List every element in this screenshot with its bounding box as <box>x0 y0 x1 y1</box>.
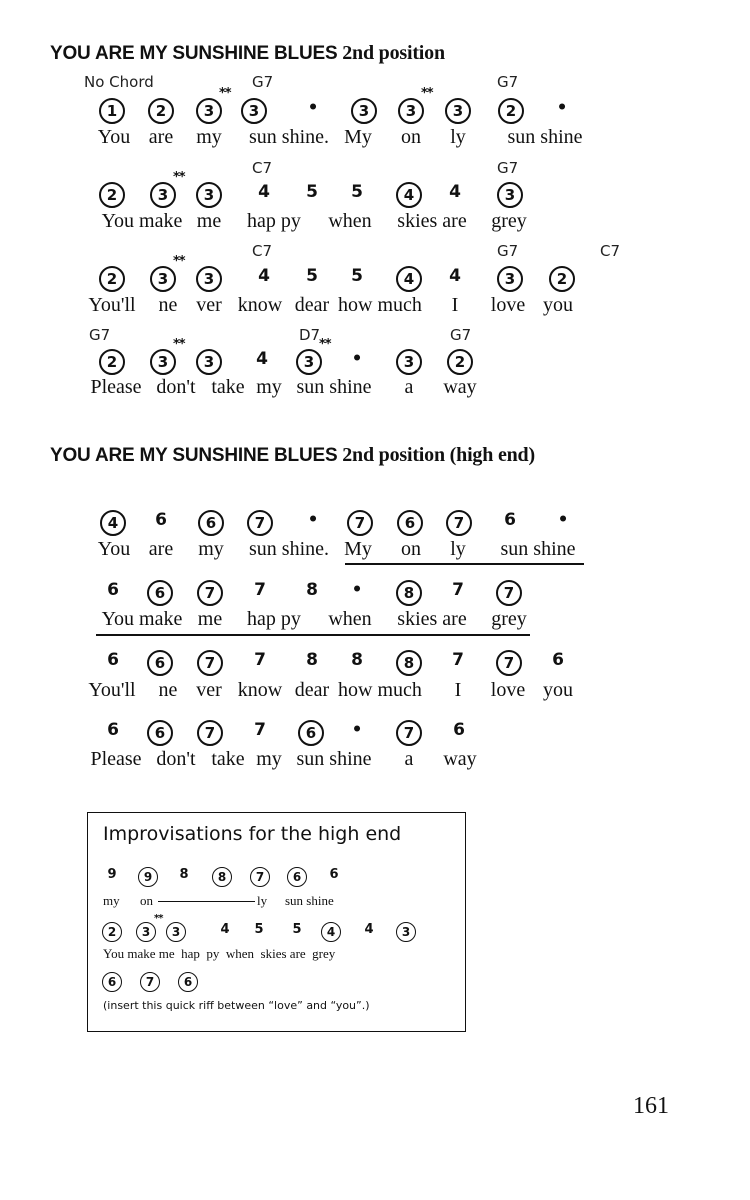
hole-number-blow-circled <box>247 510 273 536</box>
hole-circle: 4 <box>321 922 341 942</box>
hole-circle: 2 <box>99 349 125 375</box>
hole-circle: 3 <box>136 922 156 942</box>
hole-number-blow-circled <box>196 266 222 292</box>
hole-number: 6 <box>107 720 119 740</box>
hole-circle: 4 <box>396 182 422 208</box>
hole-number-blow-circled <box>196 98 222 124</box>
chord-label: C7 <box>252 242 273 260</box>
chord-label: No Chord <box>84 73 154 91</box>
hole-number-blow-circled <box>447 349 473 375</box>
hole-circle: 3 <box>241 98 267 124</box>
hole-number-blow-circled <box>496 650 522 676</box>
lyric-word: on <box>401 126 421 148</box>
hole-number: • <box>351 720 363 740</box>
hole-number: 9 <box>107 867 117 882</box>
hole-number: • <box>351 349 363 369</box>
lyric-word: ly <box>450 126 466 148</box>
hole-circle: 2 <box>99 266 125 292</box>
hole-number-blow-circled <box>298 720 324 746</box>
hole-circle: 7 <box>197 650 223 676</box>
hole-number: 4 <box>449 182 461 202</box>
hole-number-blow-circled <box>197 650 223 676</box>
hole-circle: 6 <box>147 650 173 676</box>
lyric-word: are <box>148 538 174 560</box>
hole-circle: 4 <box>396 266 422 292</box>
hole-number-blow-circled <box>138 867 158 887</box>
chord-label: D7 <box>299 326 321 344</box>
lyric-word: don't <box>156 748 196 770</box>
hole-circle: 4 <box>100 510 126 536</box>
lyric-word: me <box>196 210 222 232</box>
lyric-word: know <box>237 294 283 316</box>
hole-number-blow-circled <box>241 98 267 124</box>
hole-circle: 2 <box>447 349 473 375</box>
hole-circle: 2 <box>549 266 575 292</box>
chord-label: G7 <box>497 73 519 91</box>
lyric-word: You make <box>101 608 183 630</box>
lyric-word: grey <box>491 210 527 232</box>
hole-circle: 6 <box>397 510 423 536</box>
lyric-word: how much <box>338 679 422 701</box>
lyric-word: take <box>211 748 245 770</box>
lyric-word: sun shine <box>296 376 372 398</box>
lyric-word: You <box>97 538 131 560</box>
hole-number-blow-circled <box>150 349 176 375</box>
page-number: 161 <box>633 1093 669 1119</box>
improv-note: (insert this quick riff between “love” and “you”.) <box>103 999 370 1012</box>
lyric-word: You'll <box>88 294 136 316</box>
improv-dash <box>158 901 255 902</box>
hole-number-blow-circled <box>148 98 174 124</box>
hole-number-blow-circled <box>396 266 422 292</box>
hole-number-blow-circled <box>347 510 373 536</box>
hole-circle: 6 <box>147 580 173 606</box>
chord-label: C7 <box>600 242 621 260</box>
lyric-word: you <box>543 679 573 701</box>
hole-number: 8 <box>351 650 363 670</box>
hole-number-blow-circled <box>102 922 122 942</box>
hole-number-blow-circled <box>99 182 125 208</box>
hole-number-blow-circled <box>136 922 156 942</box>
lyric-word: are <box>148 126 174 148</box>
hole-circle: 1 <box>99 98 125 124</box>
hole-circle: 2 <box>102 922 122 942</box>
hole-number-blow-circled <box>250 867 270 887</box>
hole-circle: 3 <box>196 349 222 375</box>
section-title-main: YOU ARE MY SUNSHINE BLUES <box>50 445 338 466</box>
lyric-word: I <box>451 294 459 316</box>
lyric-word: You make <box>101 210 183 232</box>
hole-number: 8 <box>179 867 189 882</box>
chord-label: G7 <box>497 242 519 260</box>
hole-number-blow-circled <box>497 182 523 208</box>
hole-number: 6 <box>552 650 564 670</box>
hole-circle: 3 <box>166 922 186 942</box>
bend-stars: ** <box>173 337 185 352</box>
lyric-word: me <box>197 608 223 630</box>
hole-circle: 2 <box>498 98 524 124</box>
hole-number: 6 <box>453 720 465 740</box>
hole-number-blow-circled <box>147 650 173 676</box>
lyric-word: my <box>256 376 282 398</box>
hole-number-blow-circled <box>100 510 126 536</box>
hole-number: 6 <box>107 580 119 600</box>
improv-lyric: You make me hap py when skies are grey <box>103 946 336 961</box>
hole-number: • <box>307 510 319 530</box>
hole-number-blow-circled <box>397 510 423 536</box>
hole-number-blow-circled <box>99 266 125 292</box>
hole-circle: 3 <box>196 182 222 208</box>
hole-number-blow-circled <box>166 922 186 942</box>
hole-number-blow-circled <box>549 266 575 292</box>
hole-number-blow-circled <box>150 266 176 292</box>
lyric-word: Please <box>90 748 142 770</box>
hole-circle: 6 <box>102 972 122 992</box>
hole-number: 5 <box>351 182 363 202</box>
hole-number: 8 <box>306 580 318 600</box>
hole-circle: 6 <box>178 972 198 992</box>
hole-number: 7 <box>254 720 266 740</box>
hole-circle: 6 <box>287 867 307 887</box>
chord-label: C7 <box>252 159 273 177</box>
bend-stars: ** <box>173 170 185 185</box>
hole-circle: 3 <box>497 266 523 292</box>
hole-number: 7 <box>452 580 464 600</box>
lyric-word: when <box>328 210 372 232</box>
lyric-word: sun shine. <box>249 538 329 560</box>
bend-stars: ** <box>421 86 433 101</box>
hole-number-blow-circled <box>102 972 122 992</box>
hole-number-blow-circled <box>321 922 341 942</box>
hole-number: 5 <box>292 922 302 937</box>
lyric-word: a <box>404 376 414 398</box>
hole-circle: 7 <box>347 510 373 536</box>
hole-number: 4 <box>220 922 230 937</box>
lyric-word: ly <box>450 538 466 560</box>
hole-number-blow-circled <box>212 867 232 887</box>
improvisation-title: Improvisations for the high end <box>103 823 402 845</box>
hole-circle: 3 <box>398 98 424 124</box>
hole-circle: 3 <box>351 98 377 124</box>
hole-number-blow-circled <box>296 349 322 375</box>
hole-number-blow-circled <box>446 510 472 536</box>
hole-number-blow-circled <box>197 720 223 746</box>
lyric-word: ne <box>158 294 178 316</box>
hole-circle: 9 <box>138 867 158 887</box>
hole-number: 4 <box>364 922 374 937</box>
lyric-word: My <box>344 538 372 560</box>
improv-lyric: my <box>103 893 120 908</box>
hole-number-blow-circled <box>287 867 307 887</box>
lyric-word: dear <box>294 294 330 316</box>
hole-number-blow-circled <box>398 98 424 124</box>
lyric-word: Please <box>90 376 142 398</box>
hole-circle: 3 <box>196 266 222 292</box>
hole-circle: 3 <box>296 349 322 375</box>
lyric-underline <box>96 634 530 636</box>
lyric-word: on <box>401 538 421 560</box>
hole-number: • <box>556 98 568 118</box>
lyric-word: take <box>211 376 245 398</box>
lyric-word: hap py <box>247 608 301 630</box>
hole-number-blow-circled <box>396 580 422 606</box>
improv-lyric: ly <box>257 893 268 908</box>
section-title-position: 2nd position (high end) <box>337 444 535 466</box>
hole-circle: 3 <box>196 98 222 124</box>
lyric-word: ver <box>196 294 222 316</box>
hole-circle: 8 <box>396 580 422 606</box>
chord-label: G7 <box>252 73 274 91</box>
hole-number-blow-circled <box>140 972 160 992</box>
chord-label: G7 <box>89 326 111 344</box>
lyric-word: ne <box>158 679 178 701</box>
hole-circle: 7 <box>140 972 160 992</box>
hole-circle: 3 <box>396 349 422 375</box>
hole-circle: 8 <box>396 650 422 676</box>
bend-stars: ** <box>219 86 231 101</box>
hole-circle: 6 <box>198 510 224 536</box>
hole-number-blow-circled <box>396 650 422 676</box>
hole-number-blow-circled <box>396 182 422 208</box>
hole-circle: 7 <box>496 650 522 676</box>
hole-number: 4 <box>449 266 461 286</box>
hole-circle: 8 <box>212 867 232 887</box>
lyric-word: dear <box>294 679 330 701</box>
hole-number-blow-circled <box>396 720 422 746</box>
lyric-word: my <box>256 748 282 770</box>
hole-circle: 2 <box>148 98 174 124</box>
hole-circle: 6 <box>298 720 324 746</box>
hole-circle: 6 <box>147 720 173 746</box>
hole-number: 5 <box>306 182 318 202</box>
section-title-main: YOU ARE MY SUNSHINE BLUES <box>50 43 338 64</box>
lyric-word: when <box>328 608 372 630</box>
hole-number-blow-circled <box>99 349 125 375</box>
hole-number-blow-circled <box>150 182 176 208</box>
lyric-word: don't <box>156 376 196 398</box>
lyric-word: love <box>490 679 526 701</box>
lyric-word: way <box>443 748 477 770</box>
improv-lyric: sun shine <box>285 893 334 908</box>
hole-circle: 3 <box>396 922 416 942</box>
hole-number-blow-circled <box>496 580 522 606</box>
hole-number-blow-circled <box>445 98 471 124</box>
hole-number-blow-circled <box>198 510 224 536</box>
lyric-word: sun shine <box>500 538 576 560</box>
hole-number: • <box>307 98 319 118</box>
hole-number-blow-circled <box>147 580 173 606</box>
hole-circle: 7 <box>197 720 223 746</box>
hole-number: • <box>351 580 363 600</box>
hole-number: 8 <box>306 650 318 670</box>
hole-number-blow-circled <box>396 922 416 942</box>
hole-number: 4 <box>256 349 268 369</box>
hole-number-blow-circled <box>99 98 125 124</box>
lyric-word: My <box>344 126 372 148</box>
hole-number-blow-circled <box>147 720 173 746</box>
lyric-word: sun shine <box>507 126 583 148</box>
lyric-word: you <box>543 294 573 316</box>
hole-number-blow-circled <box>351 98 377 124</box>
section-title-position: 2nd position <box>337 42 445 64</box>
hole-number-blow-circled <box>497 266 523 292</box>
section-title <box>50 42 445 65</box>
hole-circle: 7 <box>197 580 223 606</box>
lyric-word: way <box>443 376 477 398</box>
hole-circle: 7 <box>446 510 472 536</box>
hole-number: 4 <box>258 182 270 202</box>
hole-circle: 7 <box>247 510 273 536</box>
hole-number-blow-circled <box>196 182 222 208</box>
hole-circle: 3 <box>150 266 176 292</box>
hole-number-blow-circled <box>396 349 422 375</box>
lyric-underline <box>345 563 584 565</box>
lyric-word: I <box>454 679 462 701</box>
bend-stars: ** <box>173 254 185 269</box>
lyric-word: skies are <box>397 608 467 630</box>
lyric-word: You'll <box>88 679 136 701</box>
section-title <box>50 444 535 467</box>
hole-circle: 2 <box>99 182 125 208</box>
lyric-word: ver <box>196 679 222 701</box>
hole-number: 7 <box>254 650 266 670</box>
bend-stars: ** <box>154 913 163 924</box>
chord-label: G7 <box>450 326 472 344</box>
lyric-word: hap py <box>247 210 301 232</box>
hole-circle: 3 <box>497 182 523 208</box>
lyric-word: know <box>237 679 283 701</box>
lyric-word: a <box>404 748 414 770</box>
lyric-word: my <box>196 126 222 148</box>
lyric-word: skies are <box>397 210 467 232</box>
hole-number: 7 <box>452 650 464 670</box>
hole-number-blow-circled <box>196 349 222 375</box>
chord-label: G7 <box>497 159 519 177</box>
hole-number: 6 <box>504 510 516 530</box>
hole-circle: 3 <box>150 349 176 375</box>
hole-number: 6 <box>155 510 167 530</box>
hole-circle: 3 <box>445 98 471 124</box>
hole-number: 5 <box>254 922 264 937</box>
hole-number: 5 <box>351 266 363 286</box>
hole-number: 4 <box>258 266 270 286</box>
hole-number-blow-circled <box>498 98 524 124</box>
hole-circle: 7 <box>396 720 422 746</box>
lyric-word: how much <box>338 294 422 316</box>
hole-number: 6 <box>329 867 339 882</box>
hole-number: 5 <box>306 266 318 286</box>
hole-circle: 3 <box>150 182 176 208</box>
lyric-word: sun shine. <box>249 126 329 148</box>
lyric-word: You <box>97 126 131 148</box>
lyric-word: my <box>198 538 224 560</box>
improv-lyric: on <box>140 893 153 908</box>
hole-number-blow-circled <box>197 580 223 606</box>
lyric-word: love <box>490 294 526 316</box>
lyric-word: grey <box>491 608 527 630</box>
bend-stars: ** <box>319 337 331 352</box>
hole-number: 6 <box>107 650 119 670</box>
hole-number-blow-circled <box>178 972 198 992</box>
hole-circle: 7 <box>250 867 270 887</box>
hole-circle: 7 <box>496 580 522 606</box>
hole-number: • <box>557 510 569 530</box>
lyric-word: sun shine <box>296 748 372 770</box>
hole-number: 7 <box>254 580 266 600</box>
